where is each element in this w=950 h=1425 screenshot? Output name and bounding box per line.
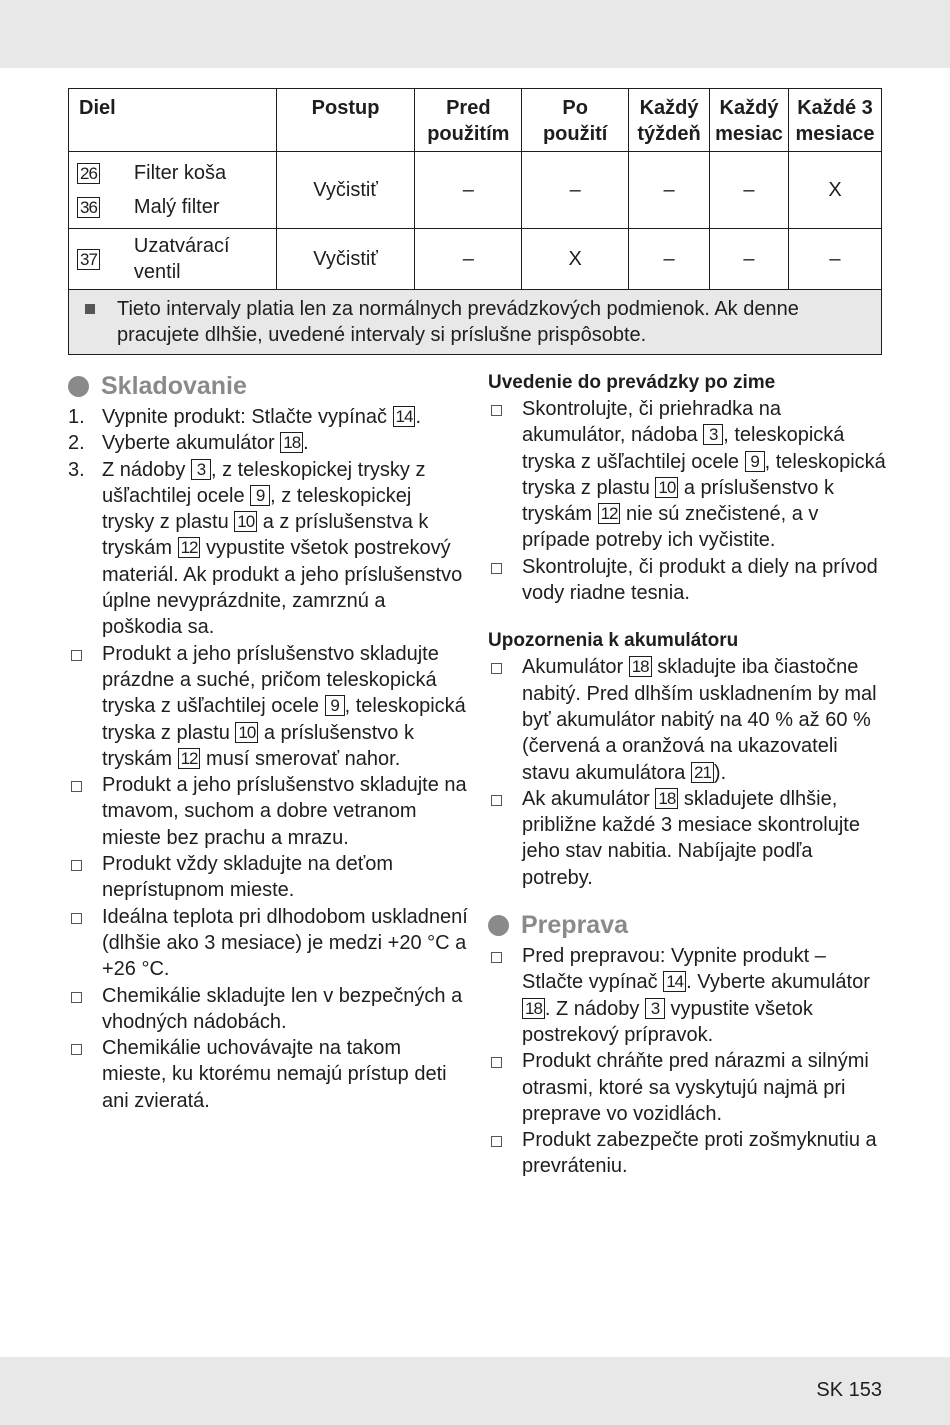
table-note-row bbox=[69, 290, 882, 355]
checkbox-square-icon bbox=[488, 1048, 522, 1127]
text-run: , z teleskopickej trysky z ušľachtilej ocele bbox=[102, 458, 426, 507]
list-item bbox=[68, 404, 468, 430]
text-run: Chemikálie skladujte len v bezpečných a vhodných nádobách. bbox=[102, 984, 463, 1033]
monthly-cell: – bbox=[710, 152, 789, 229]
part-name: Filter koša bbox=[133, 162, 227, 184]
item-text bbox=[522, 396, 888, 554]
table-header-row bbox=[69, 89, 882, 152]
reference-number: 14 bbox=[393, 406, 416, 427]
checkbox-square-icon bbox=[488, 654, 522, 785]
checkbox-square-icon bbox=[68, 1035, 102, 1114]
checkbox-square-icon bbox=[68, 641, 102, 772]
text-run: . bbox=[415, 406, 422, 428]
text-run: , z teleskopickej trysky z plastu bbox=[102, 484, 412, 534]
text-run: ). bbox=[713, 761, 727, 784]
text-run: , teleskopická tryska z ušľachtilej ocele bbox=[522, 424, 845, 473]
text-run: a z príslušenstva k tryskám bbox=[102, 511, 429, 560]
list-item bbox=[488, 396, 888, 554]
reference-number: 3 bbox=[703, 424, 723, 445]
reference-number: 3 bbox=[645, 998, 665, 1019]
footer-band bbox=[0, 1357, 950, 1425]
page-number: SK 153 bbox=[816, 1379, 882, 1401]
item-text bbox=[522, 654, 888, 785]
header-part: Diel bbox=[69, 89, 277, 152]
header-before-use: Pred použitím bbox=[415, 89, 522, 152]
weekly-cell: – bbox=[629, 229, 710, 290]
section-title: Preprava bbox=[521, 910, 629, 939]
text-run: Skontrolujte, či produkt a diely na prívod vody riadne tesnia. bbox=[522, 555, 878, 605]
text-run: Ak akumulátor bbox=[522, 787, 656, 810]
part-name: Malý filter bbox=[133, 196, 220, 218]
checkbox-square-icon bbox=[488, 786, 522, 891]
reference-number: 12 bbox=[178, 537, 201, 558]
part-cell bbox=[69, 229, 277, 290]
header-band bbox=[0, 0, 950, 68]
text-run: , teleskopická tryska z plastu bbox=[522, 450, 886, 499]
text-run: Produkt a jeho príslušenstvo skladujte na tmavom, suchom a dobre vetranom mieste bez prachu a mrazu. bbox=[102, 774, 467, 849]
list-item bbox=[488, 1127, 888, 1180]
reference-number: 10 bbox=[655, 477, 678, 498]
storage-bullets-list bbox=[68, 641, 468, 1114]
item-text bbox=[102, 904, 468, 983]
before-use-cell: – bbox=[415, 152, 522, 229]
item-text bbox=[102, 430, 468, 456]
text-run: . bbox=[303, 432, 309, 455]
procedure-cell: Vyčistiť bbox=[276, 229, 415, 290]
quarterly-cell: – bbox=[788, 229, 881, 290]
reference-number: 21 bbox=[691, 762, 714, 783]
section-title: Skladovanie bbox=[101, 371, 247, 400]
checkbox-square-icon bbox=[68, 772, 102, 851]
reference-number: 18 bbox=[522, 998, 545, 1019]
item-text bbox=[522, 1048, 888, 1127]
item-text bbox=[522, 943, 888, 1048]
monthly-cell: – bbox=[710, 229, 789, 290]
item-text bbox=[102, 457, 468, 641]
reference-number: 10 bbox=[235, 722, 258, 743]
text-run: , teleskopická tryska z plastu bbox=[102, 695, 466, 744]
bullet-dot-icon bbox=[488, 915, 509, 936]
procedure-cell: Vyčistiť bbox=[276, 152, 415, 229]
list-item bbox=[488, 554, 888, 607]
reference-number: 3 bbox=[191, 459, 211, 480]
bullet-dot-icon bbox=[68, 376, 89, 397]
checkbox-square-icon bbox=[488, 1127, 522, 1180]
text-run: Vyberte akumulátor bbox=[102, 432, 281, 455]
list-item bbox=[488, 1048, 888, 1127]
item-text bbox=[102, 772, 468, 851]
step-number: 2. bbox=[68, 432, 85, 455]
text-run: vypustite všetok postrekový prípravok. bbox=[522, 997, 813, 1046]
section-heading-battery: Upozornenia k akumulátoru bbox=[488, 630, 739, 652]
checkbox-square-icon bbox=[68, 983, 102, 1036]
list-item bbox=[68, 641, 468, 772]
text-run: Chemikálie uchovávajte na takom mieste, ku ktorému nemajú prístup deti ani zvieratá. bbox=[102, 1037, 447, 1112]
list-item bbox=[68, 457, 468, 641]
reference-number: 10 bbox=[234, 511, 257, 532]
text-run: Vypnite produkt: Stlačte vypínač bbox=[102, 406, 393, 428]
winter-bullets-list bbox=[488, 396, 888, 606]
section-heading-transport bbox=[488, 909, 888, 941]
after-use-cell: – bbox=[522, 152, 629, 229]
reference-number: 12 bbox=[598, 503, 621, 524]
item-text bbox=[102, 1035, 468, 1114]
reference-number: 18 bbox=[629, 656, 652, 677]
header-procedure: Postup bbox=[276, 89, 415, 152]
before-use-cell: – bbox=[415, 229, 522, 290]
item-text bbox=[102, 641, 468, 772]
reference-number: 12 bbox=[178, 748, 201, 769]
reference-number: 14 bbox=[663, 971, 686, 992]
item-text bbox=[102, 404, 468, 430]
right-column bbox=[488, 370, 888, 1180]
text-run: Produkt zabezpečte proti zošmyknutiu a prevráteniu. bbox=[522, 1129, 877, 1178]
left-column bbox=[68, 370, 468, 1114]
part-item bbox=[77, 190, 270, 224]
text-run: vypustite všetok postrekový materiál. Ak produkt a jeho príslušenstvo úplne nevyprázdnite, zamrznú a poškodia sa. bbox=[102, 537, 463, 639]
section-heading-winter: Uvedenie do prevádzky po zime bbox=[488, 372, 776, 393]
reference-number: 18 bbox=[280, 432, 303, 453]
note-square-icon bbox=[85, 304, 95, 314]
list-item bbox=[68, 904, 468, 983]
item-text bbox=[522, 1127, 888, 1180]
part-name: Uzatvárací ventil bbox=[133, 235, 230, 283]
section-heading-storage bbox=[68, 370, 468, 402]
text-run: a príslušenstvo k tryskám bbox=[522, 476, 834, 526]
list-item bbox=[488, 654, 888, 785]
text-run: . Vyberte akumulátor bbox=[686, 971, 870, 994]
header-weekly: Každý týždeň bbox=[629, 89, 710, 152]
header-quarterly: Každé 3 mesiace bbox=[788, 89, 881, 152]
list-item bbox=[488, 943, 888, 1048]
text-run: skladujte iba čiastočne nabitý. Pred dlhším uskladnením by mal byť akumulátor nabitý na 40 % až 60 % (červená a oranžová na ukazovateli stavu akumulátora bbox=[522, 656, 877, 784]
table-row bbox=[69, 152, 882, 229]
item-text bbox=[102, 851, 468, 904]
weekly-cell: – bbox=[629, 152, 710, 229]
header-after-use: Po použití bbox=[522, 89, 629, 152]
list-item bbox=[68, 983, 468, 1036]
checkbox-square-icon bbox=[488, 554, 522, 607]
item-text bbox=[102, 983, 468, 1036]
after-use-cell: X bbox=[522, 229, 629, 290]
checkbox-square-icon bbox=[488, 943, 522, 1048]
text-run: Produkt chráňte pred nárazmi a silnými otrasmi, ktoré sa vyskytujú najmä pri preprave vo vozidlách. bbox=[522, 1050, 869, 1125]
text-run: skladujete dlhšie, približne každé 3 mesiace skontrolujte jeho stav nabitia. Nabíjajte podľa potreby. bbox=[522, 787, 860, 889]
list-item bbox=[68, 851, 468, 904]
text-run: Akumulátor bbox=[522, 656, 629, 679]
checkbox-square-icon bbox=[68, 904, 102, 983]
reference-number: 9 bbox=[325, 695, 345, 716]
reference-number: 26 bbox=[77, 163, 100, 184]
item-text bbox=[522, 786, 888, 891]
battery-bullets-list bbox=[488, 654, 888, 891]
text-run: Pred prepravou: Vypnite produkt – Stlačte vypínač bbox=[522, 945, 826, 994]
header-monthly: Každý mesiac bbox=[710, 89, 789, 152]
list-item bbox=[488, 786, 888, 891]
reference-number: 36 bbox=[77, 197, 100, 218]
table-row bbox=[69, 229, 882, 290]
maintenance-table bbox=[68, 88, 882, 355]
checkbox-square-icon bbox=[68, 851, 102, 904]
quarterly-cell: X bbox=[788, 152, 881, 229]
note-cell bbox=[69, 290, 882, 355]
step-number: 3. bbox=[68, 458, 85, 481]
reference-number: 18 bbox=[655, 788, 678, 809]
text-run: . Z nádoby bbox=[544, 997, 645, 1020]
part-item bbox=[77, 156, 270, 190]
step-number: 1. bbox=[68, 406, 85, 428]
part-item bbox=[77, 233, 270, 285]
part-cell bbox=[69, 152, 277, 229]
text-run: nie sú znečistené, a v prípade potreby ich vyčistite. bbox=[522, 503, 819, 552]
text-run: Produkt vždy skladujte na deťom neprístupnom mieste. bbox=[102, 853, 393, 902]
storage-steps-list bbox=[68, 404, 468, 641]
reference-number: 9 bbox=[745, 451, 765, 472]
text-run: Z nádoby bbox=[102, 458, 191, 481]
text-run: Ideálna teplota pri dlhodobom uskladnení (dlhšie ako 3 mesiace) je medzi +20 °C a +26 °C. bbox=[102, 905, 468, 981]
item-text bbox=[522, 554, 888, 607]
note-text: Tieto intervaly platia len za normálnych prevádzkových podmienok. Ak denne pracujete dlhšie, uvedené intervaly si príslušne prispôsobte. bbox=[117, 298, 799, 346]
transport-bullets-list bbox=[488, 943, 888, 1180]
reference-number: 9 bbox=[250, 485, 270, 506]
text-run: Skontrolujte, či priehradka na akumulátor, nádoba bbox=[522, 398, 782, 447]
text-run: musí smerovať nahor. bbox=[200, 747, 401, 770]
checkbox-square-icon bbox=[488, 396, 522, 554]
text-run: Produkt a jeho príslušenstvo skladujte prázdne a suché, pričom teleskopická tryska z ušľachtilej ocele bbox=[102, 642, 439, 718]
text-run: a príslušenstvo k tryskám bbox=[102, 721, 414, 770]
reference-number: 37 bbox=[77, 249, 100, 270]
list-item bbox=[68, 772, 468, 851]
list-item bbox=[68, 430, 468, 456]
list-item bbox=[68, 1035, 468, 1114]
